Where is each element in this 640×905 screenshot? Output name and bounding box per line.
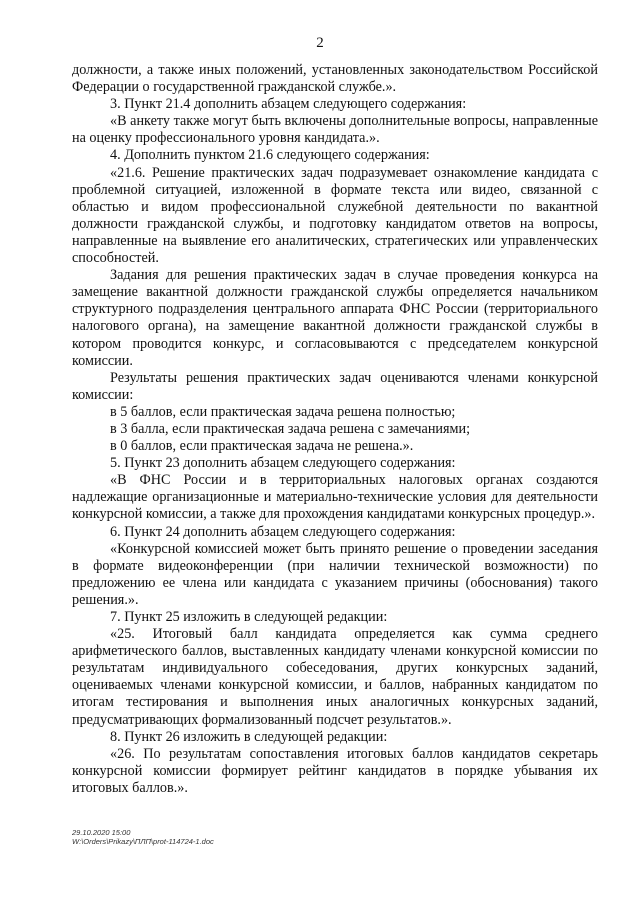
- paragraph: «26. По результатам сопоставления итоговых баллов кандидатов секретарь конкурсной комиссии формирует рейтинг кандидатов в порядке убывания их итоговых баллов.».: [72, 745, 598, 796]
- list-item: в 3 балла, если практическая задача решена с замечаниями;: [110, 420, 471, 437]
- paragraph: 6. Пункт 24 дополнить абзацем следующего содержания:: [110, 523, 456, 540]
- document-footer: [72, 828, 214, 846]
- paragraph: 8. Пункт 26 изложить в следующей редакции:: [110, 728, 388, 745]
- footer-file-path: W:\Orders\Prikazy\ПЛП\prot-114724-1.doc: [72, 837, 214, 846]
- paragraph: 4. Дополнить пунктом 21.6 следующего содержания:: [110, 147, 430, 164]
- paragraph: должности, а также иных положений, установленных законодательством Российской Федерации о государственной гражданской службе.».: [72, 62, 598, 96]
- paragraph: «21.6. Решение практических задач подразумевает ознакомление кандидата с проблемной ситуацией, изложенной в формате текста или видео, связанной с областью и видом профессиональной служебной деятельности по вакантной должности гражданской службы, и подготовку кандидатом ответов на вопросы, направленные на выявление его аналитических, стратегических или управленческих способностей.: [72, 164, 598, 267]
- list-item: в 5 баллов, если практическая задача решена полностью;: [110, 403, 456, 420]
- page-number: 2: [316, 35, 324, 51]
- document-body: [72, 62, 598, 797]
- list-item: в 0 баллов, если практическая задача не решена.».: [110, 438, 414, 455]
- paragraph: «В ФНС России и в территориальных налоговых органах создаются надлежащие организационные и материально-технические условия для деятельности конкурсной комиссии, а также для прохождения кандидатами конкурсных процедур.».: [72, 472, 598, 523]
- paragraph: Задания для решения практических задач в случае проведения конкурса на замещение вакантной должности гражданской службы определяется начальником структурного подразделения центрального аппарата ФНС России (территориального налогового органа), на замещение вакантной должности гражданской службы в котором проводится конкурс, и согласовываются с председателем конкурсной комиссии.: [72, 267, 598, 369]
- paragraph: 7. Пункт 25 изложить в следующей редакции:: [110, 609, 388, 625]
- paragraph: 5. Пункт 23 дополнить абзацем следующего содержания:: [110, 455, 456, 472]
- footer-timestamp: 29.10.2020 15:00: [72, 828, 131, 837]
- paragraph: «25. Итоговый балл кандидата определяется как сумма среднего арифметического баллов, выставленных кандидату членами конкурсной комиссии по результатам индивидуального собеседования, других конкурсных заданий, оцениваемых членами конкурсной комиссии, и баллов, набранных кандидатом по итогам тестирования и выполнения иных аналогичных конкурсных заданий, предусматривающих формализованный подсчет результатов.».: [72, 626, 598, 728]
- paragraph: «В анкету также могут быть включены дополнительные вопросы, направленные на оценку профессионального уровня кандидата.».: [72, 113, 598, 147]
- paragraph: 3. Пункт 21.4 дополнить абзацем следующего содержания:: [110, 96, 467, 113]
- paragraph: «Конкурсной комиссией может быть принято решение о проведении заседания в формате видеоконференции (при наличии технической возможности) по предложению ее члена или кандидата с указанием причины (обоснования) такого решения.».: [72, 540, 598, 608]
- paragraph: Результаты решения практических задач оцениваются членами конкурсной комиссии:: [72, 369, 598, 403]
